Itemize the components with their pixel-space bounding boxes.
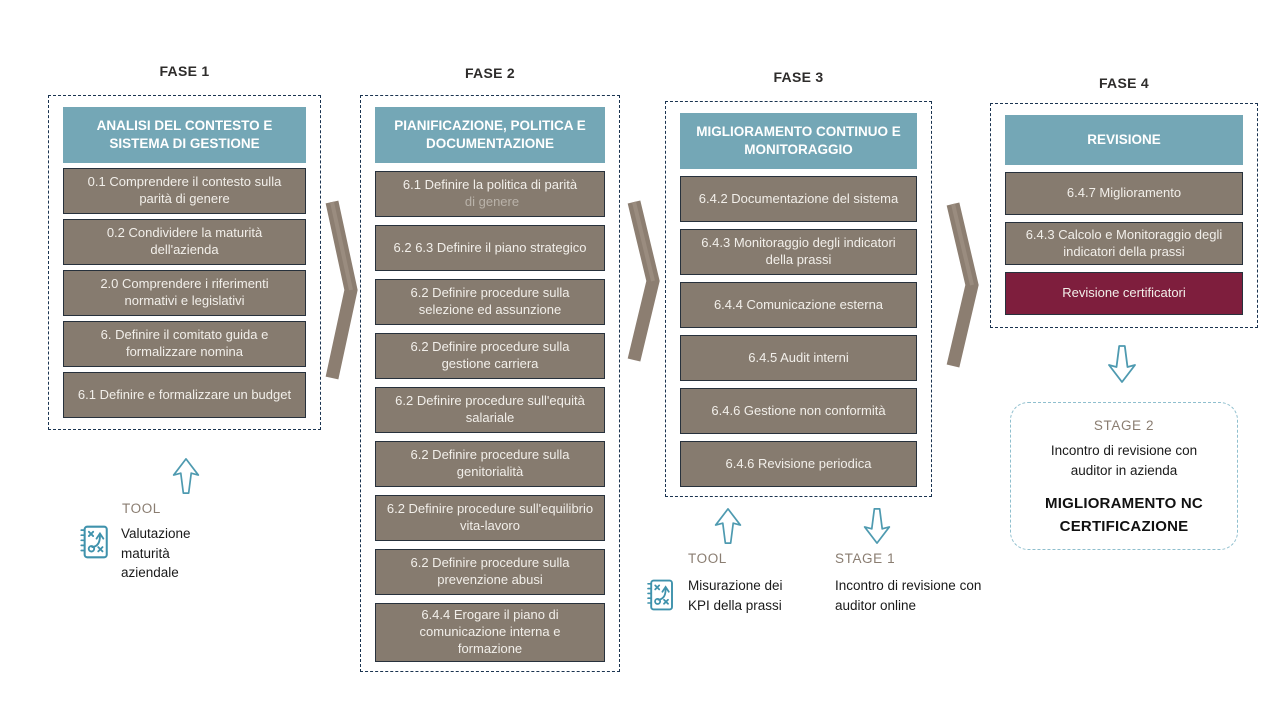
- phase-1-step: [63, 168, 306, 214]
- tool-label: TOOL: [122, 501, 161, 516]
- stage-2-label: STAGE 2: [1093, 418, 1155, 433]
- phase-4-step: [1005, 172, 1243, 215]
- phase-2-step: [375, 171, 605, 217]
- strategy-notebook-icon: [644, 577, 676, 613]
- step-text: 0.1 Comprendere il contesto sulla parità di genere: [87, 174, 282, 206]
- step-text-secondary: di genere: [464, 194, 520, 209]
- step-text: 6.2 Definire procedure sull'equità salariale: [395, 393, 585, 425]
- phase-2-step: [375, 603, 605, 662]
- phase-3-step: [680, 229, 917, 275]
- phase-1-label: FASE 1: [159, 63, 210, 79]
- step-text: 6.2 Definire procedure sulla gestione carriera: [410, 339, 570, 371]
- phase-1-column: [48, 95, 321, 430]
- phase-2-step: [375, 387, 605, 433]
- arrow-down-icon: [1106, 344, 1138, 384]
- phase-4-column: [990, 103, 1258, 328]
- step-text: 6.4.6 Gestione non conformità: [711, 402, 886, 418]
- phase-4-step-certifiers: [1005, 272, 1243, 315]
- strategy-notebook-icon: [77, 523, 111, 561]
- tool-description: Misurazione dei KPI della prassi: [688, 578, 783, 613]
- phase-2-label: FASE 2: [464, 65, 516, 81]
- stage-2-description: Incontro di revisione con auditor in azienda: [1050, 443, 1198, 478]
- step-text: 0.2 Condividere la maturità dell'azienda: [106, 225, 263, 257]
- stage-2-emphasis: MIGLIORAMENTO NC CERTIFICAZIONE: [1045, 495, 1203, 535]
- stage-1-label: STAGE 1: [835, 551, 896, 566]
- phase-4-step: [1005, 222, 1243, 265]
- phase-3-step: [680, 335, 917, 381]
- step-text: 6.2 6.3 Definire il piano strategico: [393, 239, 587, 255]
- phase-1-step: [63, 372, 306, 418]
- phase-3-step: [680, 176, 917, 222]
- phase-3-step: [680, 441, 917, 487]
- phase-4-label: FASE 4: [1098, 75, 1150, 91]
- phase-3-step: [680, 388, 917, 434]
- step-text: 6.2 Definire procedure sulla selezione ed assunzione: [410, 285, 570, 317]
- step-text: Revisione certificatori: [1062, 285, 1186, 301]
- phase-1-step: [63, 321, 306, 367]
- phase-1-header: ANALISI DEL CONTESTO E SISTEMA DI GESTIONE: [63, 107, 306, 163]
- arrow-up-icon: [712, 507, 744, 545]
- phase-2-step: [375, 495, 605, 541]
- phase-1-step: [63, 270, 306, 316]
- phase-2-step: [375, 225, 605, 271]
- arrow-down-icon: [861, 507, 893, 545]
- phase-1-step: [63, 219, 306, 265]
- chevron-right-icon: [324, 195, 358, 385]
- phase-4-header: REVISIONE: [1005, 115, 1243, 165]
- step-text: 6.4.6 Revisione periodica: [725, 455, 872, 471]
- step-text: 6.4.7 Miglioramento: [1066, 185, 1182, 201]
- phase-2-step: [375, 549, 605, 595]
- phase-2-column: [360, 95, 620, 672]
- phase-3-step: [680, 282, 917, 328]
- step-text: 6.4.3 Calcolo e Monitoraggio degli indicatori della prassi: [1025, 226, 1223, 259]
- step-text: 6.4.5 Audit interni: [748, 349, 849, 365]
- chevron-right-icon: [945, 197, 979, 373]
- step-text: 6. Definire il comitato guida e formalizzare nomina: [100, 327, 269, 359]
- phase-2-header: PIANIFICAZIONE, POLITICA E DOCUMENTAZIONE: [375, 107, 605, 163]
- phase-3-header: MIGLIORAMENTO CONTINUO E MONITORAGGIO: [680, 113, 917, 169]
- phase-2-step: [375, 333, 605, 379]
- step-text: 6.4.2 Documentazione del sistema: [698, 190, 899, 206]
- step-text: 6.1 Definire e formalizzare un budget: [77, 386, 292, 402]
- tool-description: Valutazione maturità aziendale: [121, 526, 191, 581]
- step-text: 6.2 Definire procedure sull'equilibrio vita-lavoro: [386, 501, 594, 533]
- chevron-right-icon: [626, 195, 660, 367]
- tool-label: TOOL: [688, 551, 727, 566]
- step-text: 6.4.4 Erogare il piano di comunicazione interna e formazione: [419, 607, 561, 656]
- phase-3-column: [665, 101, 932, 497]
- step-text: 2.0 Comprendere i riferimenti normativi e legislativi: [100, 276, 269, 308]
- phase-3-label: FASE 3: [773, 69, 824, 85]
- step-text: 6.2 Definire procedure sulla genitorialità: [410, 447, 570, 479]
- step-text: 6.2 Definire procedure sulla prevenzione abusi: [410, 555, 570, 587]
- phase-2-step: [375, 279, 605, 325]
- step-text: 6.1 Definire la politica di parità: [402, 177, 578, 193]
- step-text: 6.4.3 Monitoraggio degli indicatori della prassi: [701, 235, 896, 267]
- phase-2-step: [375, 441, 605, 487]
- arrow-up-icon: [170, 457, 202, 495]
- step-text: 6.4.4 Comunicazione esterna: [713, 296, 884, 312]
- stage-2-box: [1010, 402, 1238, 550]
- stage-1-description: Incontro di revisione con auditor online: [835, 578, 982, 613]
